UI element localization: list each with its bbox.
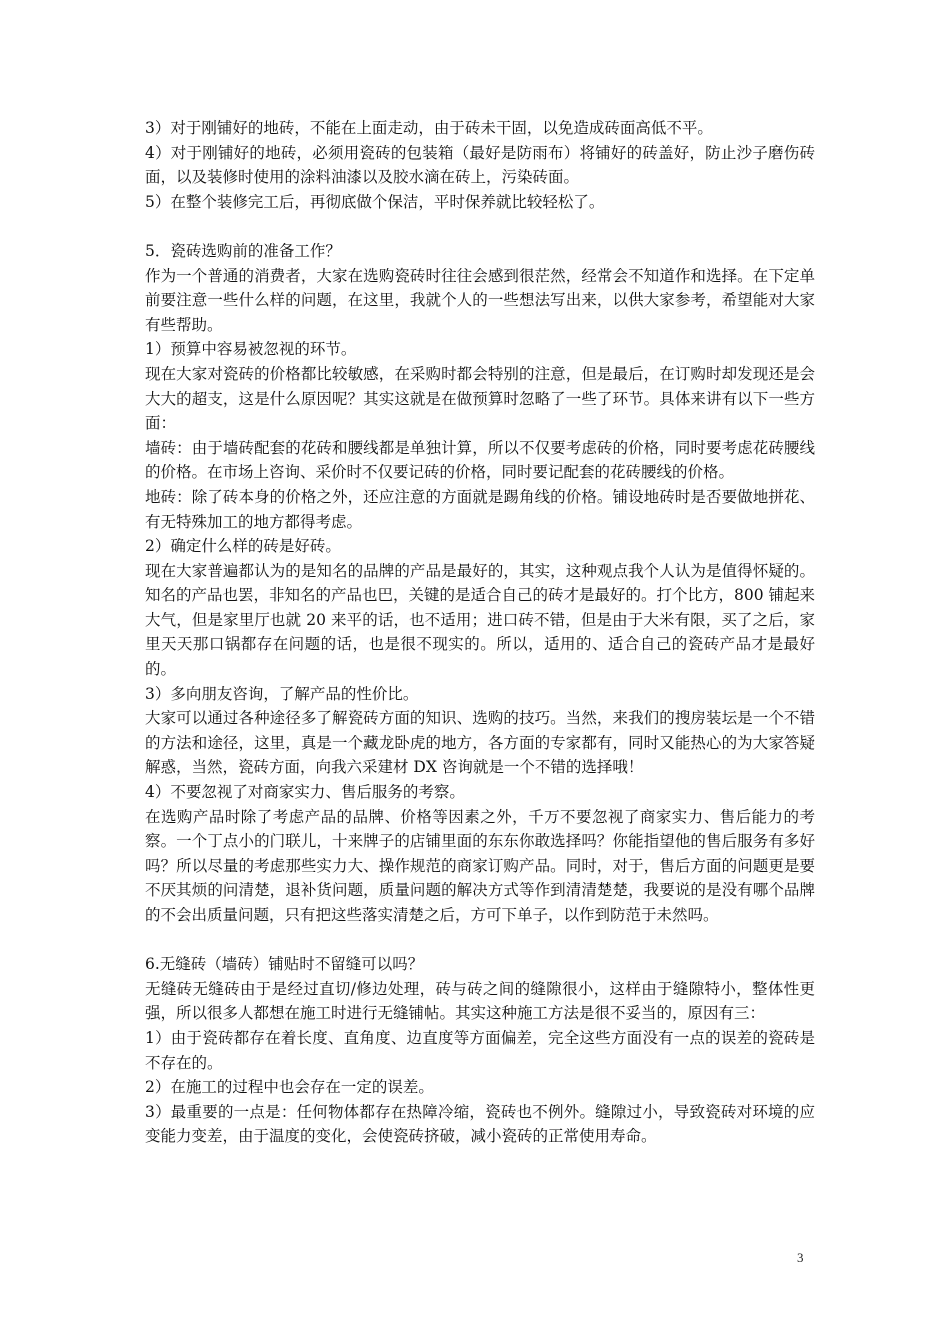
- document-body: [145, 116, 815, 1149]
- subheading: 4）不要忽视了对商家实力、售后服务的考察。: [145, 783, 465, 802]
- paragraph: 在选购产品时除了考虑产品的品牌、价格等因素之外，千万不要忽视了商家实力、售后能力的考察。一个丁点小的门联儿，十来牌子的店铺里面的东东你敢选择吗？你能指望他的售后服务有多好吗？所以尽量的考虑那些实力大、操作规范的商家订购产品。同时，对于，售后方面的问题更是要不厌其烦的问清楚，退补货问题，质量问题的解决方式等作到清清楚楚，我要说的是没有哪个品牌的不会出质量问题，只有把这些落实清楚之后，方可下单子，以作到防范于未然吗。: [145, 807, 815, 924]
- paragraph: 4）对于刚铺好的地砖，必须用瓷砖的包装箱（最好是防雨布）将铺好的砖盖好，防止沙子磨伤砖面，以及装修时使用的涂料油漆以及胶水滴在砖上，污染砖面。: [145, 143, 815, 187]
- paragraph: 5）在整个装修完工后，再彻底做个保洁，平时保养就比较轻松了。: [145, 192, 605, 211]
- page-number: 3: [797, 1250, 804, 1265]
- paragraph: 现在大家普遍都认为的是知名的品牌的产品是最好的，其实，这种观点我个人认为是值得怀疑的。知名的产品也罢，非知名的产品也巴，关键的是适合自己的砖才是最好的。打个比方，800 铺起来大气，但是家里厅也就 20 来平的话，也不适用；进口砖不错，但是由于大米有限，买了之后，家里天天那口锅都存在问题的话，也是很不现实的。所以，适用的、适合自己的瓷砖产品才是最好的。: [145, 561, 816, 679]
- section-heading: 5．瓷砖选购前的准备工作？: [145, 241, 341, 260]
- paragraph: 2）在施工的过程中也会存在一定的误差。: [145, 1078, 434, 1097]
- paragraph: 作为一个普通的消费者，大家在选购瓷砖时往往会感到很茫然，经常会不知道作和选择。在下定单前要注意一些什么样的问题，在这里，我就个人的一些想法写出来，以供大家参考，希望能对大家有些帮助。: [145, 266, 815, 334]
- paragraph: 无缝砖无缝砖由于是经过直切/修边处理，砖与砖之间的缝隙很小，这样由于缝隙特小，整体性更强，所以很多人都想在施工时进行无缝铺帖。其实这种施工方法是很不妥当的，原因有三：: [145, 979, 815, 1023]
- section-heading: 6.无缝砖（墙砖）铺贴时不留缝可以吗？: [145, 955, 424, 974]
- subheading: 3）多向朋友咨询，了解产品的性价比。: [145, 684, 419, 703]
- paragraph: 地砖：除了砖本身的价格之外，还应注意的方面就是踢角线的价格。铺设地砖时是否要做地拼花、有无特殊加工的地方都得考虑。: [145, 487, 815, 531]
- paragraph: 墙砖：由于墙砖配套的花砖和腰线都是单独计算，所以不仅要考虑砖的价格，同时要考虑花砖腰线的价格。在市场上咨询、采价时不仅要记砖的价格，同时要记配套的花砖腰线的价格。: [145, 438, 815, 482]
- paragraph: 现在大家对瓷砖的价格都比较敏感，在采购时都会特别的注意，但是最后，在订购时却发现还是会大大的超支，这是什么原因呢？其实这就是在做预算时忽略了一些了环节。具体来讲有以下一些方面：: [145, 364, 815, 433]
- paragraph: 1）由于瓷砖都存在着长度、直角度、边直度等方面偏差，完全这些方面没有一点的误差的瓷砖是不存在的。: [145, 1028, 815, 1072]
- paragraph: 大家可以通过各种途径多了解瓷砖方面的知识、选购的技巧。当然，来我们的搜房装坛是一个不错的方法和途径，这里，真是一个藏龙卧虎的地方，各方面的专家都有，同时又能热心的为大家答疑解惑，当然，瓷砖方面，向我六采建材 DX 咨询就是一个不错的选择哦！: [145, 709, 815, 777]
- paragraph: 3）最重要的一点是：任何物体都存在热障冷缩，瓷砖也不例外。缝隙过小，导致瓷砖对环境的应变能力变差，由于温度的变化，会使瓷砖挤破，减小瓷砖的正常使用寿命。: [145, 1102, 815, 1146]
- subheading: 2）确定什么样的砖是好砖。: [145, 537, 341, 556]
- subheading: 1）预算中容易被忽视的环节。: [145, 340, 357, 359]
- blank-line: [145, 214, 815, 239]
- paragraph: 3）对于刚铺好的地砖，不能在上面走动，由于砖未干固，以免造成砖面高低不平。: [145, 119, 713, 137]
- blank-line: [145, 928, 815, 953]
